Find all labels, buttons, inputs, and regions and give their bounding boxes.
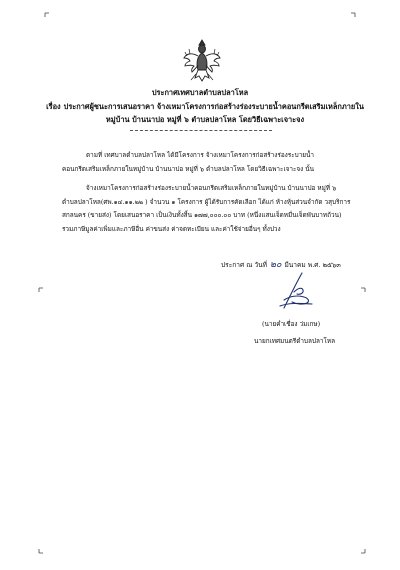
announcement-date <box>221 257 341 271</box>
signer-position: นายกเทศมนตรีตำบลปลาโหล <box>254 337 336 345</box>
corner-mark-top-right <box>350 12 356 18</box>
date-month-year: มีนาคม พ.ศ. ๒๕๖๓ <box>284 261 341 269</box>
garuda-emblem-icon <box>181 36 223 84</box>
subject-text: ประกาศผู้ชนะการเสนอราคา จ้างเหมาโครงการก่อสร้างร่องระบายน้ำคอนกรีตเสริมเหล็กภายในหมู่บ้าน บ้านนาปอ หมู่ที่ ๖ ตำบลปลาโหล โดยวิธีเฉพาะเจาะจง <box>63 102 364 124</box>
corner-mark-mid-right <box>360 287 366 293</box>
body-paragraph-1: ตามที่ เทศบาลตำบลปลาโหล ได้มีโครงการ จ้างเหมาโครงการก่อสร้างร่องระบายน้ำคอนกรีตเสริมเหล็กภายในหมู่บ้าน บ้านนาปอ หมู่ที่ ๖ ตำบลปลาโหล โดยวิธีเฉพาะเจาะจง นั้น <box>62 151 315 173</box>
body-paragraph-2: จ้างเหมาโครงการก่อสร้างร่องระบายน้ำคอนกรีตเสริมเหล็กภายในหมู่บ้าน บ้านนาปอ หมู่ที่ ๖ ตำบลปลาโหล(ศพ.๑๔.๑๑.๒๒ ) จำนวน ๑ โครงการ ผู้ได้รับการคัดเลือก ได้แก่ ห้างหุ้นส่วนจำกัด วสุบริการสกลนคร (ขายส่ง) โดยเสนอราคา เป็นเงินทั้งสิ้น ๑๗๗,๐๐๐.๐๐ บาท (หนึ่งแสนเจ็ดหมื่นเจ็ดพันบาทถ้วน) รวมภาษีมูลค่าเพิ่มและภาษีอื่น ค่าขนส่ง ค่าจดทะเบียน และค่าใช้จ่ายอื่นๆ ทั้งปวง <box>62 184 351 233</box>
corner-mark-bottom-left <box>38 548 44 554</box>
date-prefix: ประกาศ ณ วันที่ <box>221 261 268 269</box>
corner-mark-mid-left <box>38 287 44 293</box>
date-day-handwritten: ๒๐ <box>270 260 282 270</box>
corner-mark-bottom-right <box>360 548 366 554</box>
signature-image <box>272 270 318 314</box>
subject-line <box>40 100 370 126</box>
corner-mark-top-left <box>44 12 50 18</box>
signer-name: (นายคำเชื่อง ว่มเกษ) <box>262 320 321 328</box>
subject-label: เรื่อง <box>46 102 61 111</box>
organization-title: ประกาศเทศบาลตำบลปลาโหล <box>151 88 249 97</box>
divider-line <box>130 130 272 131</box>
